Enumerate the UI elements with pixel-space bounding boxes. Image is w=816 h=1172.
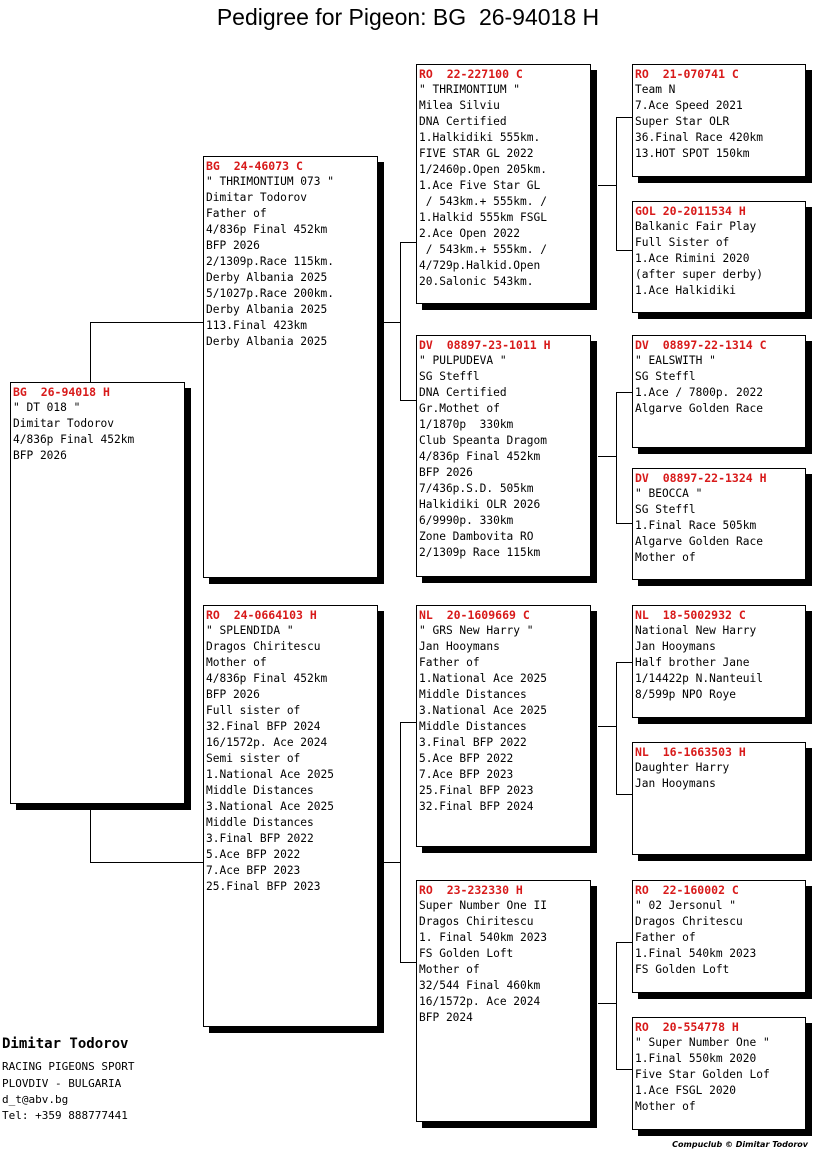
- info-line: 7/436p.S.D. 505km: [419, 482, 534, 495]
- paternal-grandmother-card[interactable]: [416, 335, 591, 577]
- connector: [384, 862, 400, 863]
- info-line: 8/599p NPO Roye: [635, 688, 737, 701]
- connector: [598, 726, 616, 727]
- info-line: 6/9990p. 330km: [419, 514, 514, 527]
- ring-number: NL 18-5002932 C: [635, 608, 746, 622]
- info-line: " SPLENDIDA ": [206, 624, 294, 637]
- ring-number: GOL 20-2011534 H: [635, 204, 746, 218]
- info-line: Mother of: [635, 1100, 696, 1113]
- info-line: 13.HOT SPOT 150km: [635, 147, 750, 160]
- info-line: Milea Silviu: [419, 99, 500, 112]
- great-grandparent-card[interactable]: [632, 1017, 806, 1130]
- info-line: " THRIMONTIUM ": [419, 83, 521, 96]
- info-line: 4/836p Final 452km: [206, 223, 328, 236]
- info-line: 25.Final BFP 2023: [206, 880, 321, 893]
- info-line: BFP 2026: [419, 466, 473, 479]
- page-title: Pedigree for Pigeon: BG 26-94018 H: [216, 4, 600, 30]
- ring-number: DV 08897-22-1324 H: [635, 471, 767, 485]
- connector: [400, 400, 417, 401]
- info-line: Daughter Harry: [635, 761, 730, 774]
- connector: [616, 250, 633, 251]
- connector: [90, 804, 91, 862]
- info-line: 2/1309p Race 115km: [419, 546, 541, 559]
- breeder-phone: Tel: +359 888777441: [2, 1109, 128, 1122]
- info-line: / 543km.+ 555km. /: [419, 243, 547, 256]
- subject-pigeon-card[interactable]: [10, 382, 185, 804]
- ring-number: NL 20-1609669 C: [419, 608, 530, 622]
- info-line: Team N: [635, 83, 676, 96]
- connector: [616, 523, 633, 524]
- connector: [598, 456, 616, 457]
- info-line: " THRIMONTIUM 073 ": [206, 175, 334, 188]
- ring-number: RO 22-160002 C: [635, 883, 739, 897]
- connector: [616, 942, 617, 1070]
- info-line: 16/1572p. Ace 2024: [419, 995, 541, 1008]
- info-line: 1.National Ace 2025: [419, 672, 547, 685]
- info-line: 3.National Ace 2025: [419, 704, 547, 717]
- info-line: 2.Ace Open 2022: [419, 227, 521, 240]
- info-line: FIVE STAR GL 2022: [419, 147, 534, 160]
- connector: [598, 185, 616, 186]
- connector: [90, 322, 204, 323]
- info-line: BFP 2024: [419, 1011, 473, 1024]
- ring-number: DV 08897-22-1314 C: [635, 338, 767, 352]
- info-line: Balkanic Fair Play: [635, 220, 757, 233]
- connector: [616, 794, 633, 795]
- info-line: 1.Final Race 505km: [635, 519, 757, 532]
- info-line: 20.Salonic 543km.: [419, 275, 534, 288]
- info-line: 1.Ace FSGL 2020: [635, 1084, 737, 1097]
- info-line: 1.Halkidiki 555km.: [419, 131, 541, 144]
- info-line: 3.National Ace 2025: [206, 800, 334, 813]
- info-line: Full Sister of: [635, 236, 730, 249]
- info-line: Super Number One II: [419, 899, 547, 912]
- info-line: 7.Ace BFP 2023: [206, 864, 301, 877]
- info-line: Jan Hooymans: [635, 640, 716, 653]
- info-line: (after super derby): [635, 268, 763, 281]
- info-line: Mother of: [206, 656, 267, 669]
- breeder-name: Dimitar Todorov: [2, 1036, 129, 1052]
- great-grandparent-card[interactable]: [632, 605, 806, 718]
- connector: [616, 662, 617, 795]
- info-line: DNA Certified: [419, 386, 507, 399]
- info-line: Zone Dambovita RO: [419, 530, 534, 543]
- ring-number: NL 16-1663503 H: [635, 745, 746, 759]
- info-line: SG Steffl: [419, 370, 480, 383]
- info-line: 1/1870p 330km: [419, 418, 514, 431]
- breeder-info-line: RACING PIGEONS SPORT: [2, 1060, 135, 1073]
- info-line: 3.Final BFP 2022: [419, 736, 527, 749]
- info-line: BFP 2026: [13, 449, 67, 462]
- ring-number: BG 26-94018 H: [13, 385, 110, 399]
- info-line: 1.National Ace 2025: [206, 768, 334, 781]
- connector: [90, 322, 91, 384]
- info-line: Derby Albania 2025: [206, 303, 328, 316]
- info-line: 7.Ace BFP 2023: [419, 768, 514, 781]
- info-line: Jan Hooymans: [419, 640, 500, 653]
- info-line: SG Steffl: [635, 370, 696, 383]
- info-line: Mother of: [419, 963, 480, 976]
- connector: [384, 322, 400, 323]
- info-line: Dimitar Todorov: [206, 191, 308, 204]
- info-line: 1.Ace Rimini 2020: [635, 252, 750, 265]
- info-line: Father of: [419, 656, 480, 669]
- info-line: Derby Albania 2025: [206, 271, 328, 284]
- connector: [400, 242, 417, 243]
- info-line: BFP 2026: [206, 239, 260, 252]
- info-line: " GRS New Harry ": [419, 624, 534, 637]
- connector: [616, 117, 617, 251]
- info-line: 4/729p.Halkid.Open: [419, 259, 541, 272]
- connector: [616, 662, 633, 663]
- info-line: Half brother Jane: [635, 656, 750, 669]
- info-line: 3.Final BFP 2022: [206, 832, 314, 845]
- great-grandparent-card[interactable]: [632, 742, 806, 855]
- info-line: 16/1572p. Ace 2024: [206, 736, 328, 749]
- ring-number: BG 24-46073 C: [206, 159, 303, 173]
- maternal-grandfather-card[interactable]: [416, 605, 591, 847]
- info-line: 5.Ace BFP 2022: [419, 752, 514, 765]
- info-line: Dragos Chiritescu: [419, 915, 534, 928]
- paternal-grandfather-card[interactable]: [416, 64, 591, 304]
- great-grandparent-card[interactable]: [632, 335, 806, 448]
- connector: [400, 722, 417, 723]
- ring-number: DV 08897-23-1011 H: [419, 338, 551, 352]
- info-line: BFP 2026: [206, 688, 260, 701]
- info-line: 1/14422p N.Nanteuil: [635, 672, 763, 685]
- connector: [616, 117, 633, 118]
- great-grandparent-card[interactable]: [632, 880, 806, 993]
- info-line: 4/836p Final 452km: [13, 433, 135, 446]
- info-line: " BEOCCA ": [635, 487, 703, 500]
- info-line: Dragos Chritescu: [635, 915, 743, 928]
- info-line: 113.Final 423km: [206, 319, 308, 332]
- info-line: 1/2460p.Open 205km.: [419, 163, 547, 176]
- info-line: 7.Ace Speed 2021: [635, 99, 743, 112]
- copyright-note: Compuclub © Dimitar Todorov: [672, 1140, 808, 1149]
- info-line: " Super Number One ": [635, 1036, 770, 1049]
- mother-card[interactable]: [203, 605, 378, 1027]
- info-line: Dragos Chiritescu: [206, 640, 321, 653]
- info-line: 32/544 Final 460km: [419, 979, 541, 992]
- info-line: 1. Final 540km 2023: [419, 931, 547, 944]
- info-line: Derby Albania 2025: [206, 335, 328, 348]
- great-grandparent-card[interactable]: [632, 64, 806, 177]
- info-line: 1.Ace / 7800p. 2022: [635, 386, 763, 399]
- info-line: Club Speanta Dragom: [419, 434, 547, 447]
- info-line: " DT 018 ": [13, 401, 81, 414]
- info-line: Semi sister of: [206, 752, 301, 765]
- info-line: 1.Final 540km 2023: [635, 947, 757, 960]
- info-line: Father of: [206, 207, 267, 220]
- father-card[interactable]: [203, 156, 378, 578]
- info-line: 1.Final 550km 2020: [635, 1052, 757, 1065]
- info-line: 1.Ace Halkidiki: [635, 284, 737, 297]
- info-line: Jan Hooymans: [635, 777, 716, 790]
- info-line: FS Golden Loft: [419, 947, 514, 960]
- connector: [400, 962, 417, 963]
- info-line: Halkidiki OLR 2026: [419, 498, 541, 511]
- info-line: 5/1027p.Race 200km.: [206, 287, 334, 300]
- info-line: DNA Certified: [419, 115, 507, 128]
- info-line: 2/1309p.Race 115km.: [206, 255, 334, 268]
- info-line: Algarve Golden Race: [635, 535, 763, 548]
- info-line: 1.Halkid 555km FSGL: [419, 211, 547, 224]
- info-line: 4/836p Final 452km: [419, 450, 541, 463]
- maternal-grandmother-card[interactable]: [416, 880, 591, 1122]
- info-line: 32.Final BFP 2024: [206, 720, 321, 733]
- info-line: FS Golden Loft: [635, 963, 730, 976]
- connector: [616, 392, 617, 524]
- ring-number: RO 20-554778 H: [635, 1020, 739, 1034]
- ring-number: RO 21-070741 C: [635, 67, 739, 81]
- info-line: SG Steffl: [635, 503, 696, 516]
- ring-number: RO 24-0664103 H: [206, 608, 317, 622]
- info-line: Gr.Mothet of: [419, 402, 500, 415]
- info-line: Full sister of: [206, 704, 301, 717]
- great-grandparent-card[interactable]: [632, 201, 806, 313]
- info-line: 36.Final Race 420km: [635, 131, 763, 144]
- ring-number: RO 22-227100 C: [419, 67, 523, 81]
- connector: [400, 242, 401, 401]
- connector: [598, 1003, 616, 1004]
- info-line: 25.Final BFP 2023: [419, 784, 534, 797]
- info-line: Mother of: [635, 551, 696, 564]
- info-line: " PULPUDEVA ": [419, 354, 507, 367]
- info-line: 1.Ace Five Star GL: [419, 179, 541, 192]
- info-line: Algarve Golden Race: [635, 402, 763, 415]
- connector: [90, 862, 204, 863]
- info-line: Middle Distances: [206, 816, 314, 829]
- info-line: Super Star OLR: [635, 115, 730, 128]
- connector: [400, 722, 401, 963]
- info-line: Dimitar Todorov: [13, 417, 115, 430]
- info-line: Middle Distances: [419, 688, 527, 701]
- ring-number: RO 23-232330 H: [419, 883, 523, 897]
- info-line: Five Star Golden Lof: [635, 1068, 770, 1081]
- info-line: 4/836p Final 452km: [206, 672, 328, 685]
- connector: [616, 1069, 633, 1070]
- info-line: Middle Distances: [206, 784, 314, 797]
- info-line: Middle Distances: [419, 720, 527, 733]
- info-line: 32.Final BFP 2024: [419, 800, 534, 813]
- info-line: 5.Ace BFP 2022: [206, 848, 301, 861]
- connector: [616, 392, 633, 393]
- info-line: / 543km.+ 555km. /: [419, 195, 547, 208]
- info-line: Father of: [635, 931, 696, 944]
- great-grandparent-card[interactable]: [632, 468, 806, 580]
- info-line: National New Harry: [635, 624, 757, 637]
- breeder-email: d_t@abv.bg: [2, 1093, 69, 1106]
- info-line: " 02 Jersonul ": [635, 899, 737, 912]
- info-line: " EALSWITH ": [635, 354, 716, 367]
- breeder-info-line: PLOVDIV - BULGARIA: [2, 1077, 122, 1090]
- connector: [616, 942, 633, 943]
